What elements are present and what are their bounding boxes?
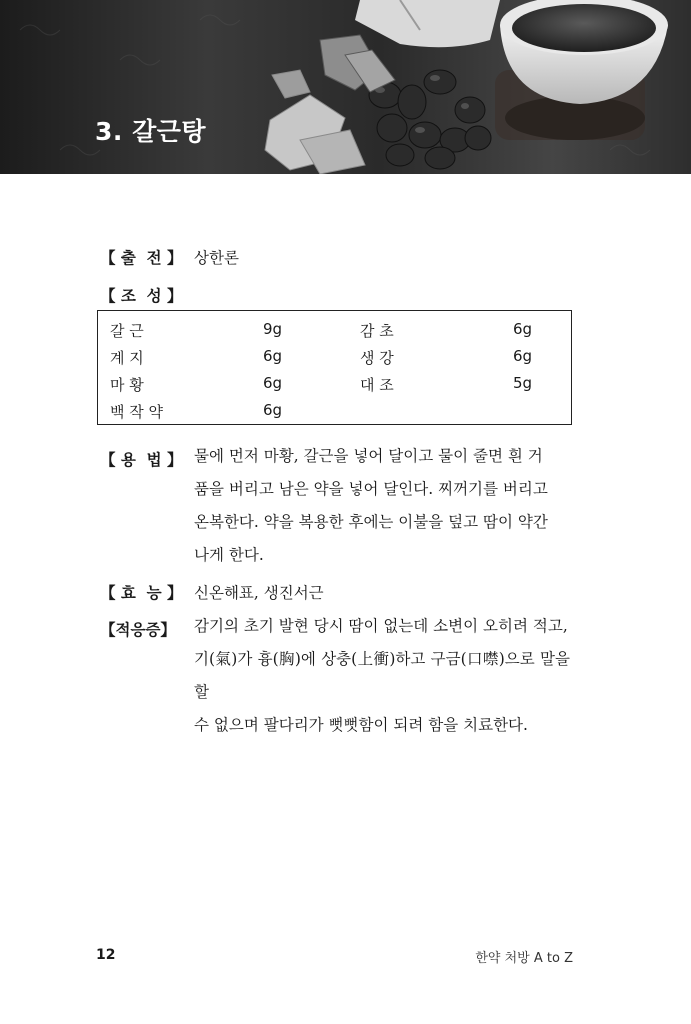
herb-name: 생 강 <box>360 349 394 367</box>
indication-label: 【적응증】 <box>100 621 176 639</box>
composition-table <box>97 310 572 425</box>
usage-line: 나게 한다. <box>194 546 264 564</box>
herb-dose: 6g <box>263 374 283 392</box>
herb-dose: 6g <box>263 347 283 365</box>
usage-text <box>194 440 570 572</box>
herb-dose: 6g <box>263 401 283 419</box>
herb-name: 감 초 <box>360 322 394 340</box>
herb-dose: 9g <box>263 320 283 338</box>
herb-name: 마 황 <box>110 376 144 394</box>
page-number: 12 <box>96 947 116 963</box>
efficacy-label: 【 효 능 】 <box>100 584 183 602</box>
chapter-title: 3. 갈근탕 <box>95 117 207 146</box>
usage-line: 온복한다. 약을 복용한 후에는 이불을 덮고 땀이 약간 <box>194 513 548 531</box>
herb-dose: 5g <box>513 374 533 392</box>
indication-line: 감기의 초기 발현 당시 땀이 없는데 소변이 오히려 적고, <box>194 617 568 635</box>
herb-dose: 6g <box>513 320 533 338</box>
source-value: 상한론 <box>194 249 239 267</box>
book-title: 한약 처방 A to Z <box>475 951 573 966</box>
indication-text <box>194 610 570 742</box>
indication-line: 기(氣)가 흉(胸)에 상충(上衝)하고 구금(口噤)으로 말을 할 <box>194 650 570 701</box>
indication-line: 수 없으며 팔다리가 뻣뻣함이 되려 함을 치료한다. <box>194 716 528 734</box>
herb-name: 계 지 <box>110 349 144 367</box>
header-banner <box>0 0 691 174</box>
source-label: 【 출 전 】 <box>100 249 183 267</box>
herb-name: 백 작 약 <box>110 403 164 421</box>
efficacy-value: 신온해표, 생진서근 <box>194 584 324 602</box>
usage-line: 물에 먼저 마황, 갈근을 넣어 달이고 물이 줄면 흰 거 <box>194 447 543 465</box>
herb-name: 대 조 <box>360 376 394 394</box>
usage-line: 품을 버리고 남은 약을 넣어 달인다. 찌꺼기를 버리고 <box>194 480 548 498</box>
usage-label: 【 용 법 】 <box>100 451 183 469</box>
composition-label: 【 조 성 】 <box>100 287 183 305</box>
herb-dose: 6g <box>513 347 533 365</box>
herb-name: 갈 근 <box>110 322 144 340</box>
